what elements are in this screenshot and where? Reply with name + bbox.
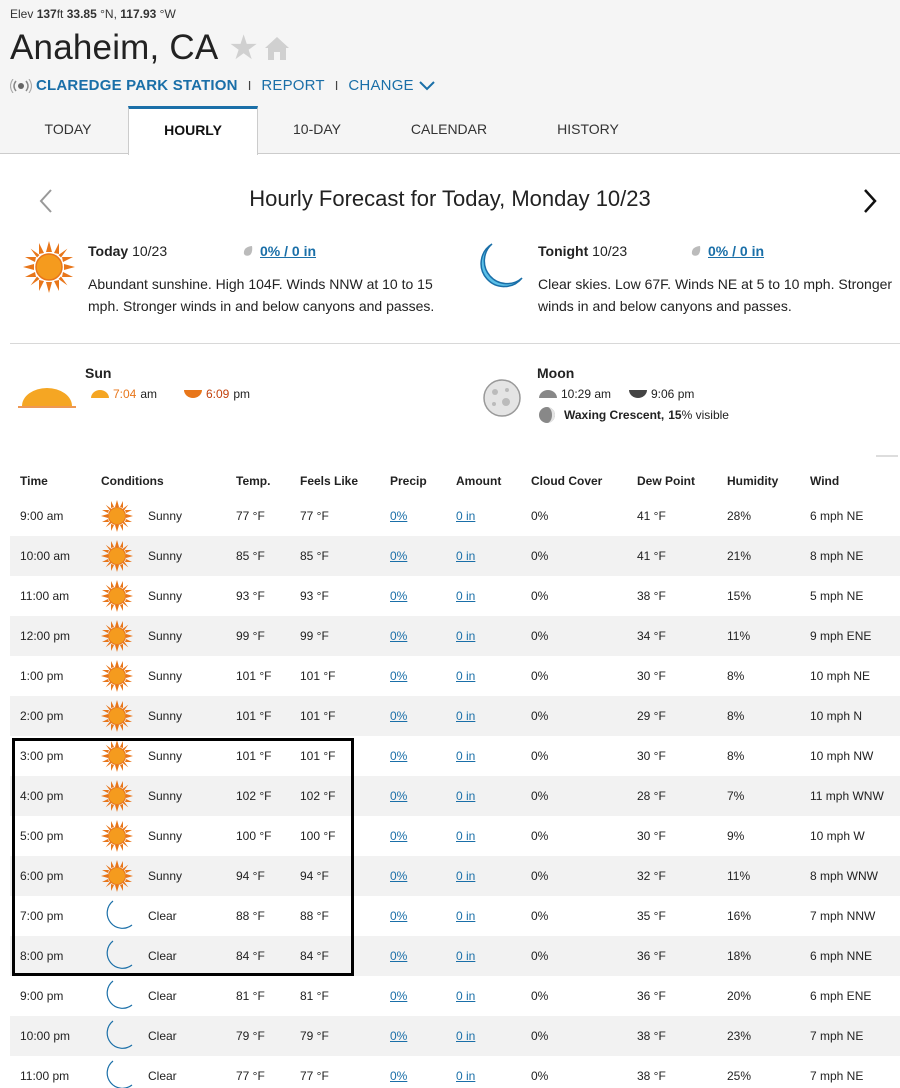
- header-humidity[interactable]: Humidity: [727, 474, 779, 488]
- feels-like-cell: 101 °F: [300, 749, 336, 763]
- amount-link[interactable]: 0 in: [456, 909, 476, 923]
- temp-cell: 102 °F: [236, 789, 272, 803]
- scroll-indicator: [876, 455, 898, 457]
- cloud-cover-cell: 0%: [531, 749, 549, 763]
- tab-today[interactable]: TODAY: [44, 121, 92, 137]
- sun-label: Sun: [85, 365, 112, 381]
- forecast-title: Hourly Forecast for Today, Monday 10/23: [249, 186, 651, 211]
- moon-icon: [100, 1019, 134, 1053]
- sunset-suffix: pm: [233, 387, 251, 401]
- humidity-cell: 21%: [727, 549, 752, 563]
- condition-label: Sunny: [148, 629, 183, 643]
- table-row: [10, 616, 900, 656]
- tonight-date: 10/23: [592, 243, 628, 259]
- elev-unit: ft: [56, 7, 64, 21]
- wind-cell: 6 mph ENE: [810, 989, 872, 1003]
- humidity-cell: 11%: [727, 869, 751, 883]
- cloud-cover-cell: 0%: [531, 549, 549, 563]
- humidity-cell: 23%: [727, 1029, 752, 1043]
- condition-label: Clear: [148, 1029, 177, 1043]
- wind-cell: 8 mph WNW: [810, 869, 879, 883]
- elev-label: Elev: [10, 7, 34, 21]
- today-summary: [22, 240, 462, 330]
- tonight-description: Clear skies. Low 67F. Winds NE at 5 to 10 mph. Stronger winds in and below canyons and passes.: [538, 276, 893, 314]
- feels-like-cell: 81 °F: [300, 989, 329, 1003]
- elev-value: 137: [36, 7, 57, 21]
- header-cloud-cover[interactable]: Cloud Cover: [531, 474, 603, 488]
- time-cell: 1:00 pm: [20, 669, 64, 683]
- time-cell: 12:00 pm: [20, 629, 71, 643]
- tonight-precip-link[interactable]: [690, 243, 764, 259]
- wind-cell: 10 mph NW: [810, 749, 874, 763]
- table-row: [10, 896, 900, 936]
- latitude-unit: °N,: [100, 7, 117, 21]
- precip-link[interactable]: 0%: [390, 749, 408, 763]
- latitude-value: 33.85: [66, 7, 97, 21]
- dew-point-cell: 28 °F: [637, 789, 666, 803]
- tonight-heading: [538, 243, 627, 259]
- table-header: [10, 466, 900, 496]
- feels-like-cell: 99 °F: [300, 629, 329, 643]
- sunset-time: [183, 387, 250, 401]
- wind-cell: 7 mph NE: [810, 1029, 864, 1043]
- cloud-cover-cell: 0%: [531, 829, 549, 843]
- dew-point-cell: 38 °F: [637, 1069, 666, 1083]
- header-dew-point[interactable]: Dew Point: [637, 474, 696, 488]
- moonset-value: 9:06 pm: [651, 387, 695, 401]
- time-cell: 7:00 pm: [20, 909, 64, 923]
- tab-hourly[interactable]: HOURLY: [128, 106, 258, 155]
- table-row: [10, 536, 900, 576]
- header-time[interactable]: Time: [20, 474, 48, 488]
- table-row: [10, 1056, 900, 1088]
- separator: I: [334, 78, 339, 93]
- wind-cell: 10 mph N: [810, 709, 863, 723]
- humidity-cell: 16%: [727, 909, 752, 923]
- star-icon[interactable]: ★: [228, 29, 259, 67]
- today-heading: [88, 243, 167, 259]
- feels-like-cell: 94 °F: [300, 869, 329, 883]
- sun-icon: [100, 499, 134, 533]
- moonrise-icon: [538, 389, 558, 399]
- sunrise-time: [90, 387, 157, 401]
- sunset-icon: [183, 389, 203, 399]
- wind-cell: 10 mph NE: [810, 669, 871, 683]
- moon-phase: [538, 406, 729, 424]
- wind-cell: 9 mph ENE: [810, 629, 872, 643]
- sunset-value: 6:09: [206, 387, 230, 401]
- humidity-cell: 8%: [727, 709, 745, 723]
- cloud-cover-cell: 0%: [531, 1069, 549, 1083]
- feels-like-cell: 85 °F: [300, 549, 329, 563]
- amount-link[interactable]: 0 in: [456, 709, 476, 723]
- humidity-cell: 28%: [727, 509, 752, 523]
- feels-like-cell: 101 °F: [300, 709, 336, 723]
- station-signal-icon: [10, 79, 32, 93]
- humidity-cell: 9%: [727, 829, 745, 843]
- city-title: Anaheim, CA: [10, 28, 219, 67]
- precip-link[interactable]: 0%: [390, 669, 408, 683]
- wind-cell: 7 mph NNW: [810, 909, 876, 923]
- amount-link[interactable]: 0 in: [456, 589, 476, 603]
- precip-link[interactable]: 0%: [390, 509, 408, 523]
- amount-link[interactable]: 0 in: [456, 669, 476, 683]
- wind-cell: 11 mph WNW: [810, 789, 884, 803]
- temp-cell: 77 °F: [236, 1069, 265, 1083]
- precip-link[interactable]: 0%: [390, 989, 408, 1003]
- precip-drop-icon: [242, 245, 254, 257]
- header-precip[interactable]: Precip: [390, 474, 427, 488]
- table-row: [10, 656, 900, 696]
- temp-cell: 101 °F: [236, 669, 272, 683]
- condition-label: Clear: [148, 949, 177, 963]
- moon-phase-icon: [538, 406, 556, 424]
- condition-label: Sunny: [148, 589, 183, 603]
- cloud-cover-cell: 0%: [531, 989, 549, 1003]
- next-day-arrow-icon[interactable]: [860, 186, 880, 216]
- tab-history[interactable]: HISTORY: [557, 121, 619, 137]
- temp-cell: 101 °F: [236, 709, 272, 723]
- temp-cell: 79 °F: [236, 1029, 265, 1043]
- dew-point-cell: 29 °F: [637, 709, 666, 723]
- tonight-summary: [472, 240, 900, 330]
- amount-link[interactable]: 0 in: [456, 749, 476, 763]
- temp-cell: 85 °F: [236, 549, 265, 563]
- amount-link[interactable]: 0 in: [456, 829, 476, 843]
- temp-cell: 99 °F: [236, 629, 265, 643]
- temp-cell: 88 °F: [236, 909, 265, 923]
- condition-label: Clear: [148, 1069, 177, 1083]
- sun-icon: [100, 779, 134, 813]
- precip-link[interactable]: 0%: [390, 549, 408, 563]
- humidity-cell: 18%: [727, 949, 752, 963]
- full-moon-icon: [482, 378, 522, 418]
- amount-link[interactable]: 0 in: [456, 629, 476, 643]
- feels-like-cell: 84 °F: [300, 949, 329, 963]
- feels-like-cell: 88 °F: [300, 909, 329, 923]
- wind-cell: 7 mph NE: [810, 1069, 864, 1083]
- moon-visible-suffix: % visible: [681, 408, 729, 422]
- condition-label: Clear: [148, 909, 177, 923]
- humidity-cell: 11%: [727, 629, 751, 643]
- table-row: [10, 816, 900, 856]
- wind-cell: 6 mph NNE: [810, 949, 873, 963]
- feels-like-cell: 93 °F: [300, 589, 329, 603]
- table-row: [10, 776, 900, 816]
- condition-label: Sunny: [148, 869, 183, 883]
- dew-point-cell: 34 °F: [637, 629, 666, 643]
- cloud-cover-cell: 0%: [531, 509, 549, 523]
- cloud-cover-cell: 0%: [531, 949, 549, 963]
- station-link[interactable]: CLAREDGE PARK STATION: [36, 77, 238, 94]
- condition-label: Sunny: [148, 749, 183, 763]
- time-cell: 11:00 am: [20, 589, 70, 603]
- cloud-cover-cell: 0%: [531, 909, 549, 923]
- time-cell: 11:00 pm: [20, 1069, 70, 1083]
- cloud-cover-cell: 0%: [531, 869, 549, 883]
- sun-icon: [100, 739, 134, 773]
- cloud-cover-cell: 0%: [531, 589, 549, 603]
- humidity-cell: 8%: [727, 669, 745, 683]
- sunrise-icon: [90, 389, 110, 399]
- moonrise-time: [538, 387, 611, 401]
- condition-label: Sunny: [148, 829, 183, 843]
- chevron-down-icon[interactable]: [419, 81, 435, 91]
- temp-cell: 101 °F: [236, 749, 272, 763]
- humidity-cell: 7%: [727, 789, 745, 803]
- moonset-icon: [628, 389, 648, 399]
- moon-icon: [472, 240, 526, 294]
- temp-cell: 81 °F: [236, 989, 265, 1003]
- wind-cell: 10 mph W: [810, 829, 865, 843]
- condition-label: Clear: [148, 989, 177, 1003]
- location-header: [0, 0, 900, 154]
- header-conditions[interactable]: Conditions: [101, 474, 164, 488]
- table-body: [10, 496, 900, 1088]
- table-row: [10, 856, 900, 896]
- feels-like-cell: 102 °F: [300, 789, 336, 803]
- amount-link[interactable]: 0 in: [456, 1069, 476, 1083]
- moon-icon: [100, 899, 134, 933]
- precip-link[interactable]: 0%: [390, 709, 408, 723]
- wind-cell: 8 mph NE: [810, 549, 864, 563]
- precip-drop-icon: [690, 245, 702, 257]
- condition-label: Sunny: [148, 509, 183, 523]
- elevation-coordinates: [10, 7, 176, 21]
- section-divider: [10, 343, 900, 344]
- precip-link[interactable]: 0%: [390, 789, 408, 803]
- condition-label: Sunny: [148, 549, 183, 563]
- condition-label: Sunny: [148, 789, 183, 803]
- dew-point-cell: 38 °F: [637, 589, 666, 603]
- moonset-time: [628, 387, 694, 401]
- time-cell: 9:00 pm: [20, 989, 64, 1003]
- sunrise-horizon-icon: [18, 386, 76, 410]
- precip-link[interactable]: 0%: [390, 1069, 408, 1083]
- precip-link[interactable]: 0%: [390, 829, 408, 843]
- time-cell: 5:00 pm: [20, 829, 64, 843]
- dew-point-cell: 38 °F: [637, 1029, 666, 1043]
- moonrise-value: 10:29 am: [561, 387, 612, 401]
- time-cell: 10:00 pm: [20, 1029, 71, 1043]
- tab-calendar[interactable]: CALENDAR: [410, 121, 488, 137]
- sun-icon: [100, 539, 134, 573]
- tonight-precip-value[interactable]: 0% / 0 in: [708, 243, 765, 259]
- cloud-cover-cell: 0%: [531, 709, 549, 723]
- moon-visible-pct: 15: [668, 408, 682, 422]
- header-feels-like[interactable]: Feels Like: [300, 474, 359, 488]
- moon-phase-label: Waxing Crescent,: [564, 408, 665, 422]
- tonight-label: Tonight: [538, 243, 589, 259]
- tab-bar: [0, 106, 900, 154]
- precip-link[interactable]: 0%: [390, 629, 408, 643]
- dew-point-cell: 35 °F: [637, 909, 666, 923]
- dew-point-cell: 36 °F: [637, 989, 666, 1003]
- home-icon[interactable]: [263, 34, 291, 62]
- longitude-value: 117.93: [120, 7, 157, 21]
- amount-link[interactable]: 0 in: [456, 869, 476, 883]
- separator: I: [247, 78, 252, 93]
- dew-point-cell: 30 °F: [637, 669, 666, 683]
- sun-icon: [100, 659, 134, 693]
- amount-link[interactable]: 0 in: [456, 789, 476, 803]
- today-date: 10/23: [132, 243, 168, 259]
- temp-cell: 94 °F: [236, 869, 265, 883]
- temp-cell: 84 °F: [236, 949, 265, 963]
- moon-label: Moon: [537, 365, 575, 381]
- cloud-cover-cell: 0%: [531, 669, 549, 683]
- amount-link[interactable]: 0 in: [456, 549, 476, 563]
- cloud-cover-cell: 0%: [531, 629, 549, 643]
- precip-link[interactable]: 0%: [390, 869, 408, 883]
- wind-cell: 6 mph NE: [810, 509, 864, 523]
- amount-link[interactable]: 0 in: [456, 509, 476, 523]
- table-row: [10, 576, 900, 616]
- cloud-cover-cell: 0%: [531, 1029, 549, 1043]
- sun-icon: [22, 240, 76, 294]
- dew-point-cell: 36 °F: [637, 949, 666, 963]
- sun-icon: [100, 819, 134, 853]
- time-cell: 2:00 pm: [20, 709, 64, 723]
- dew-point-cell: 41 °F: [637, 549, 666, 563]
- amount-link[interactable]: 0 in: [456, 949, 476, 963]
- temp-cell: 77 °F: [236, 509, 265, 523]
- report-link[interactable]: REPORT: [261, 77, 325, 94]
- sun-icon: [100, 699, 134, 733]
- dew-point-cell: 41 °F: [637, 509, 666, 523]
- today-precip-link[interactable]: [242, 243, 316, 259]
- humidity-cell: 25%: [727, 1069, 752, 1083]
- today-precip-value[interactable]: 0% / 0 in: [260, 243, 317, 259]
- header-temp[interactable]: Temp.: [236, 474, 271, 488]
- today-description: Abundant sunshine. High 104F. Winds NNW at 10 to 15 mph. Stronger winds in and below canyons and passes.: [88, 276, 435, 314]
- sunrise-suffix: am: [140, 387, 158, 401]
- humidity-cell: 8%: [727, 749, 745, 763]
- humidity-cell: 20%: [727, 989, 752, 1003]
- moon-icon: [100, 979, 134, 1013]
- condition-label: Sunny: [148, 669, 183, 683]
- feels-like-cell: 100 °F: [300, 829, 336, 843]
- sunrise-value: 7:04: [113, 387, 137, 401]
- table-row: [10, 496, 900, 536]
- feels-like-cell: 77 °F: [300, 509, 329, 523]
- precip-link[interactable]: 0%: [390, 949, 408, 963]
- condition-label: Sunny: [148, 709, 183, 723]
- moon-icon: [100, 1059, 134, 1088]
- time-cell: 9:00 am: [20, 509, 64, 523]
- table-row: [10, 736, 900, 776]
- tab-10-day[interactable]: 10-DAY: [293, 121, 341, 137]
- sun-icon: [100, 619, 134, 653]
- dew-point-cell: 30 °F: [637, 829, 666, 843]
- amount-link[interactable]: 0 in: [456, 1029, 476, 1043]
- wind-cell: 5 mph NE: [810, 589, 864, 603]
- precip-link[interactable]: 0%: [390, 909, 408, 923]
- feels-like-cell: 101 °F: [300, 669, 336, 683]
- precip-link[interactable]: 0%: [390, 589, 408, 603]
- cloud-cover-cell: 0%: [531, 789, 549, 803]
- time-cell: 6:00 pm: [20, 869, 64, 883]
- dew-point-cell: 32 °F: [637, 869, 666, 883]
- time-cell: 10:00 am: [20, 549, 71, 563]
- moon-icon: [100, 939, 134, 973]
- today-label: Today: [88, 243, 129, 259]
- temp-cell: 93 °F: [236, 589, 265, 603]
- amount-link[interactable]: 0 in: [456, 989, 476, 1003]
- time-cell: 4:00 pm: [20, 789, 64, 803]
- time-cell: 3:00 pm: [20, 749, 64, 763]
- hourly-table: [10, 466, 900, 1088]
- sun-icon: [100, 579, 134, 613]
- feels-like-cell: 77 °F: [300, 1069, 329, 1083]
- precip-link[interactable]: 0%: [390, 1029, 408, 1043]
- sun-icon: [100, 859, 134, 893]
- humidity-cell: 15%: [727, 589, 752, 603]
- header-wind[interactable]: Wind: [810, 474, 840, 488]
- time-cell: 8:00 pm: [20, 949, 64, 963]
- header-amount[interactable]: Amount: [456, 474, 502, 488]
- table-row: [10, 1016, 900, 1056]
- table-row: [10, 976, 900, 1016]
- table-row: [10, 936, 900, 976]
- feels-like-cell: 79 °F: [300, 1029, 329, 1043]
- temp-cell: 100 °F: [236, 829, 272, 843]
- dew-point-cell: 30 °F: [637, 749, 666, 763]
- table-row: [10, 696, 900, 736]
- change-link[interactable]: CHANGE: [348, 77, 414, 94]
- longitude-unit: °W: [159, 7, 176, 21]
